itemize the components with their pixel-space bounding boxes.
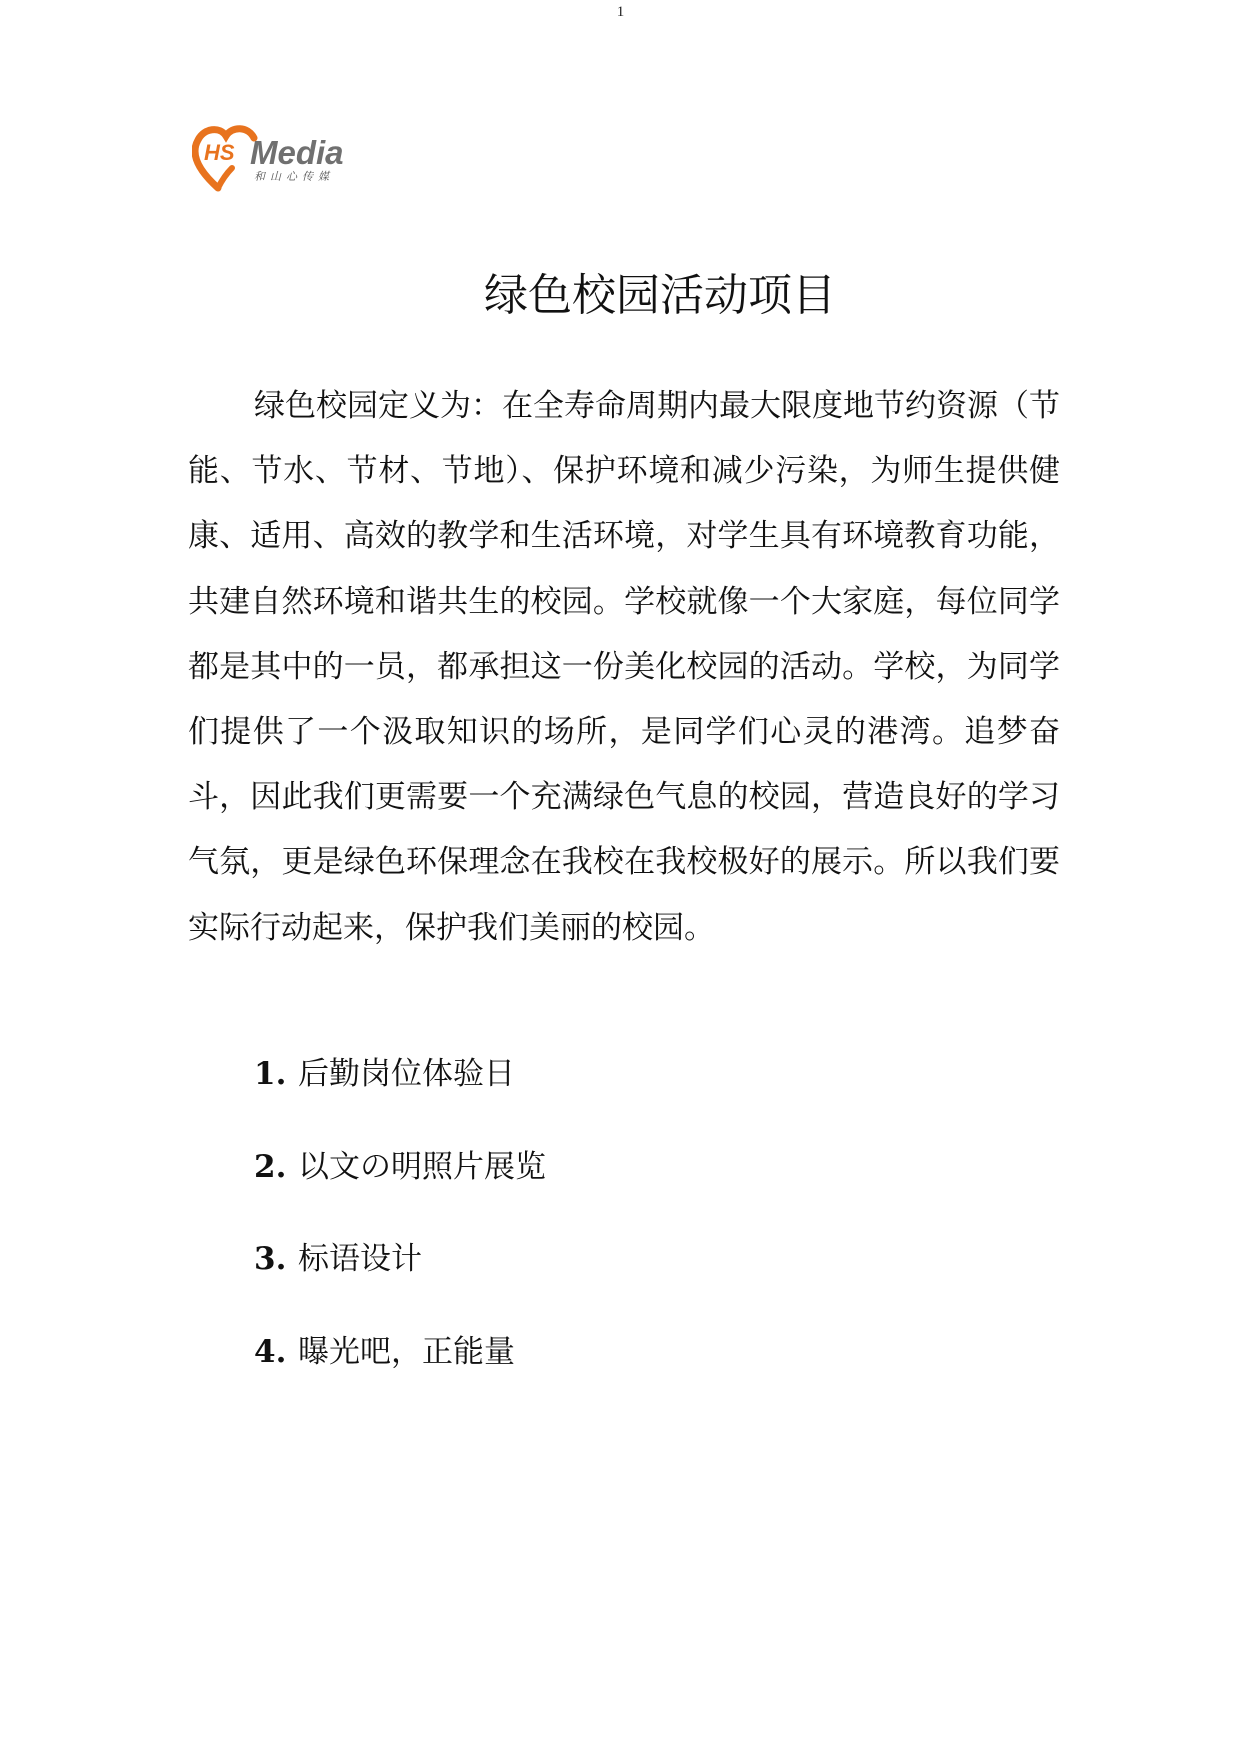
list-item-text: 以文の明照片展览 <box>298 1148 546 1185</box>
hs-media-logo-graphic <box>192 120 382 200</box>
list-item-number: 3. <box>254 1241 287 1277</box>
list-item-number: 4. <box>254 1333 287 1370</box>
logo-wordmark: Media <box>250 134 344 171</box>
logo-initials: HS <box>204 140 235 165</box>
list-item-number: 2. <box>254 1148 287 1185</box>
activity-list <box>254 1052 546 1422</box>
list-item <box>254 1330 546 1423</box>
logo-subtitle: 和山心传媒 <box>254 170 334 183</box>
list-item <box>254 1052 546 1145</box>
list-item-text: 后勤岗位体验日 <box>298 1056 515 1092</box>
hs-media-logo <box>192 120 382 200</box>
document-title: 绿色校园活动项目 <box>484 270 836 321</box>
list-item <box>254 1237 546 1330</box>
list-item-text: 标语设计 <box>298 1241 422 1277</box>
definition-paragraph: 绿色校园定义为：在全寿命周期内最大限度地节约资源（节能、节水、节材、节地）、保护环境和减少污染，为师生提供健康、适用、高效的教学和生活环境，对学生具有环境教育功能，共建自然环境和谐共生的校园。学校就像一个大家庭，每位同学都是其中的一员，都承担这一份美化校园的活动。学校，为同学们提供了一个汲取知识的场所，是同学们心灵的港湾。追梦奋斗，因此我们更需要一个充满绿色气息的校园，营造良好的学习气氛，更是绿色环保理念在我校在我校极好的展示。所以我们要实际行动起来，保护我们美丽的校园。 <box>188 388 1060 946</box>
page-number: 1 <box>616 4 625 20</box>
list-item-number: 1. <box>254 1056 287 1092</box>
list-item <box>254 1145 546 1238</box>
list-item-text: 曝光吧，正能量 <box>298 1333 515 1370</box>
